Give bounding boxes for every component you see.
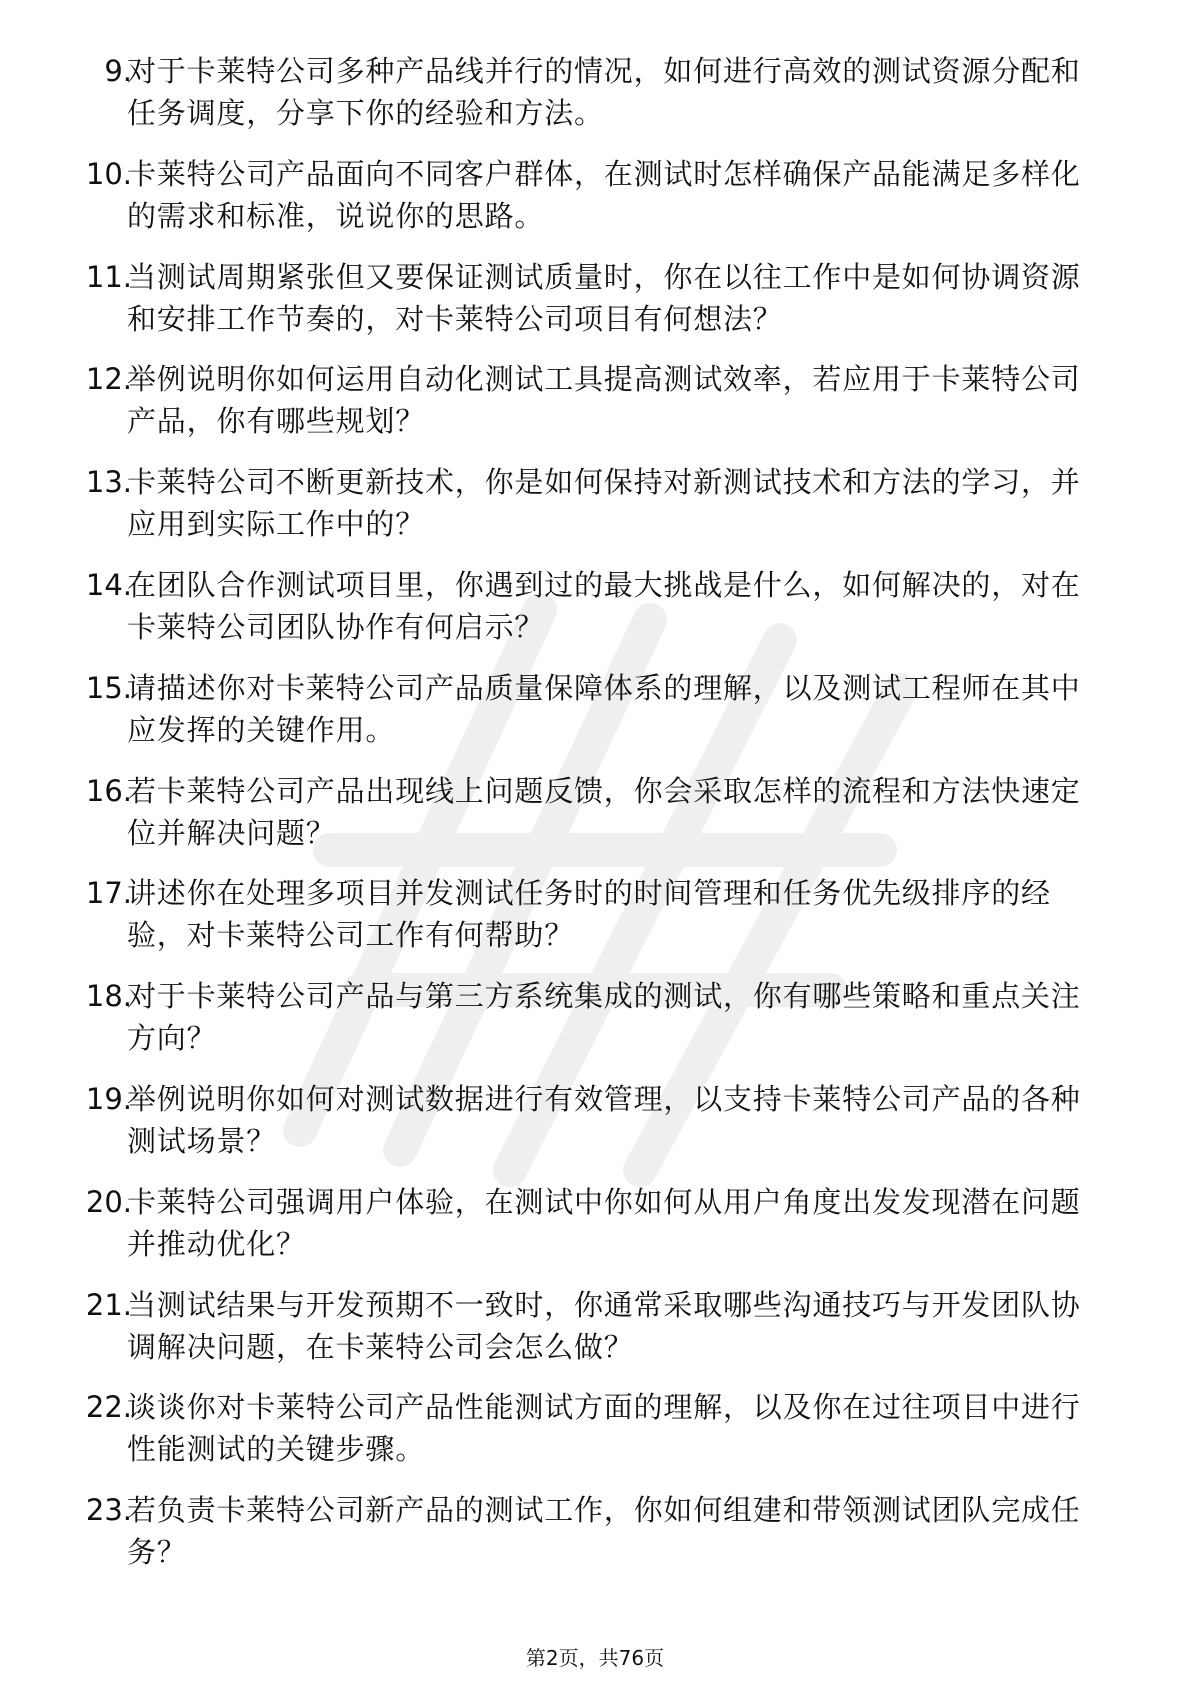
question-list <box>0 50 1190 1592</box>
question-text: 请描述你对卡莱特公司产品质量保障体系的理解，以及测试工程师在其中应发挥的关键作用。 <box>127 670 1081 747</box>
question-text: 卡莱特公司产品面向不同客户群体，在测试时怎样确保产品能满足多样化的需求和标准，说说你的思路。 <box>127 156 1081 233</box>
question-number: 19. <box>85 1081 132 1116</box>
question-text: 当测试周期紧张但又要保证测试质量时，你在以往工作中是如何协调资源和安排工作节奏的，对卡莱特公司项目有何想法？ <box>127 259 1081 336</box>
question-number: 13. <box>85 465 132 500</box>
question-item <box>0 975 1190 1078</box>
question-text: 对于卡莱特公司产品与第三方系统集成的测试，你有哪些策略和重点关注方向？ <box>127 979 1081 1056</box>
question-text: 在团队合作测试项目里，你遇到过的最大挑战是什么，如何解决的，对在卡莱特公司团队协作有何启示？ <box>127 567 1081 644</box>
question-number: 18. <box>85 979 132 1014</box>
question-number: 11. <box>85 259 132 294</box>
question-item <box>0 153 1190 256</box>
question-text: 对于卡莱特公司多种产品线并行的情况，如何进行高效的测试资源分配和任务调度，分享下你的经验和方法。 <box>127 54 1081 130</box>
question-item <box>0 667 1190 770</box>
question-item <box>0 50 1190 153</box>
question-number: 10. <box>85 156 132 191</box>
question-text: 若负责卡莱特公司新产品的测试工作，你如何组建和带领测试团队完成任务？ <box>127 1493 1081 1570</box>
page-number-label: 第2页，共76页 <box>525 1646 665 1670</box>
question-number: 23. <box>85 1493 132 1528</box>
question-text: 举例说明你如何运用自动化测试工具提高测试效率，若应用于卡莱特公司产品，你有哪些规划？ <box>127 362 1081 439</box>
question-number: 21. <box>85 1287 132 1322</box>
question-item <box>0 1284 1190 1387</box>
question-number: 12. <box>85 362 132 397</box>
question-item <box>0 1181 1190 1284</box>
question-item <box>0 872 1190 975</box>
question-item <box>0 461 1190 564</box>
question-text: 当测试结果与开发预期不一致时，你通常采取哪些沟通技巧与开发团队协调解决问题，在卡莱特公司会怎么做？ <box>127 1287 1081 1364</box>
question-number: 22. <box>85 1390 132 1425</box>
question-text: 谈谈你对卡莱特公司产品性能测试方面的理解，以及你在过往项目中进行性能测试的关键步骤。 <box>127 1390 1081 1467</box>
question-text: 讲述你在处理多项目并发测试任务时的时间管理和任务优先级排序的经验，对卡莱特公司工作有何帮助？ <box>127 876 1051 953</box>
question-item <box>0 1078 1190 1181</box>
question-number: 17. <box>85 876 132 911</box>
question-text: 卡莱特公司不断更新技术，你是如何保持对新测试技术和方法的学习，并应用到实际工作中的？ <box>127 465 1081 542</box>
question-number: 9. <box>104 54 132 88</box>
question-number: 16. <box>85 773 132 808</box>
question-item <box>0 564 1190 667</box>
question-number: 15. <box>85 670 132 705</box>
question-item <box>0 1386 1190 1489</box>
question-text: 举例说明你如何对测试数据进行有效管理，以支持卡莱特公司产品的各种测试场景？ <box>127 1081 1081 1158</box>
question-number: 20. <box>85 1184 132 1219</box>
question-text: 若卡莱特公司产品出现线上问题反馈，你会采取怎样的流程和方法快速定位并解决问题？ <box>127 773 1081 850</box>
question-number: 14. <box>85 567 132 602</box>
question-item <box>0 1489 1190 1592</box>
question-item <box>0 256 1190 359</box>
question-item <box>0 358 1190 461</box>
question-text: 卡莱特公司强调用户体验，在测试中你如何从用户角度出发发现潜在问题并推动优化？ <box>127 1184 1081 1261</box>
question-item <box>0 770 1190 873</box>
page-footer <box>0 1646 1190 1670</box>
